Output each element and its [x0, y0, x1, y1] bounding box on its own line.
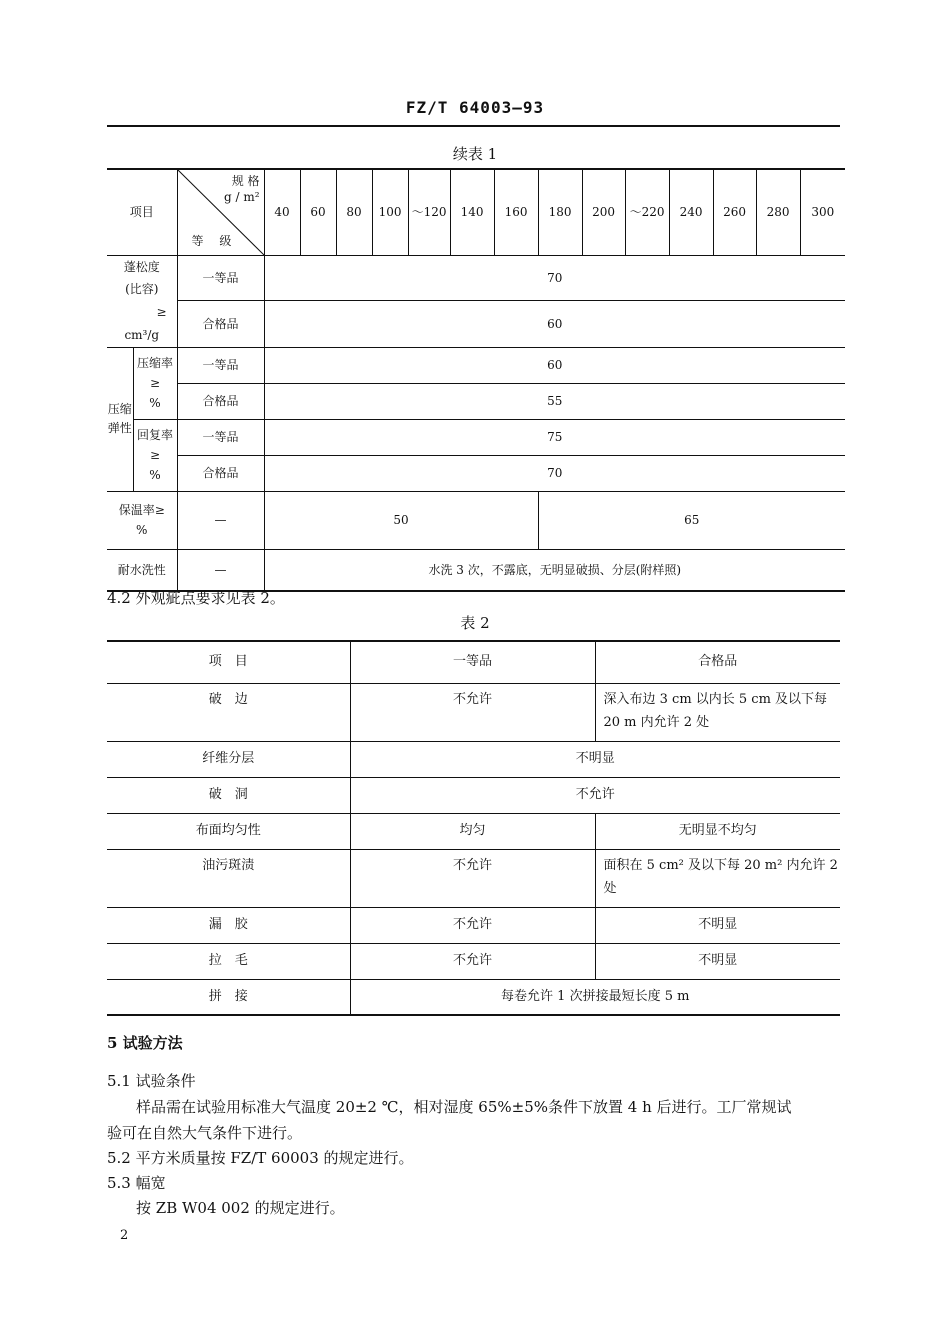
row-item: 破 边 — [107, 683, 350, 741]
item-header: 项目 — [107, 169, 177, 255]
section-5-1-line1: 样品需在试验用标准大气温度 20±2 ℃，相对湿度 65%±5%条件下放置 4 h 后进行。工厂常规试 — [136, 1098, 792, 1116]
page-number: 2 — [120, 1228, 129, 1243]
section-5-title: 5 试验方法 — [107, 1034, 183, 1052]
col-header: 300 — [800, 169, 845, 255]
compress-rate-label: 压缩率 ≥ % — [133, 347, 177, 419]
value-cell: 75 — [264, 419, 845, 455]
table-1 — [107, 168, 845, 592]
header-qualified: 合格品 — [595, 641, 840, 683]
recovery-rate-label: 回复率 ≥ % — [133, 419, 177, 491]
section-5-3-text: 按 ZB W04 002 的规定进行。 — [136, 1199, 345, 1217]
row-first: 不允许 — [350, 943, 595, 979]
fluff-label: 蓬松度 (比容) ≥ cm³/g — [107, 255, 177, 347]
section-5-1-line2: 验可在自然大气条件下进行。 — [107, 1124, 303, 1142]
value-cell: 65 — [538, 491, 845, 549]
value-cell: 60 — [264, 347, 845, 383]
col-header: 240 — [669, 169, 713, 255]
table2-caption: 表 2 — [460, 614, 490, 632]
grade-cell: 合格品 — [177, 383, 264, 419]
col-header: 260 — [713, 169, 756, 255]
header-rule — [107, 125, 840, 127]
row-first: 不允许 — [350, 907, 595, 943]
warmth-label: 保温率≥ % — [107, 491, 177, 549]
row-qualified: 不明显 — [595, 943, 840, 979]
row-merged: 不明显 — [350, 741, 840, 777]
row-item: 布面均匀性 — [107, 813, 350, 849]
grade-cell: 一等品 — [177, 255, 264, 301]
col-header: 200 — [582, 169, 625, 255]
value-cell: 50 — [264, 491, 538, 549]
row-merged: 每卷允许 1 次拼接最短长度 5 m — [350, 979, 840, 1015]
value-cell: 70 — [264, 255, 845, 301]
row-qualified: 面积在 5 cm² 及以下每 20 m² 内允许 2 处 — [595, 849, 840, 907]
col-header: 100 — [372, 169, 408, 255]
col-header: 40 — [264, 169, 300, 255]
compress-group-label: 压缩 弹性 — [107, 347, 133, 491]
row-first: 均匀 — [350, 813, 595, 849]
row-item: 拼 接 — [107, 979, 350, 1015]
value-cell: 55 — [264, 383, 845, 419]
grade-cell: 合格品 — [177, 301, 264, 348]
col-header: 180 — [538, 169, 582, 255]
para-4-2: 4.2 外观疵点要求见表 2。 — [107, 589, 285, 607]
section-5-2: 5.2 平方米质量按 FZ/T 60003 的规定进行。 — [107, 1149, 414, 1167]
col-header: 140 — [450, 169, 494, 255]
row-first: 不允许 — [350, 683, 595, 741]
table1-header-row — [107, 169, 845, 255]
grade-cell: 合格品 — [177, 455, 264, 491]
value-cell: 水洗 3 次，不露底，无明显破损、分层(附样照) — [264, 549, 845, 591]
table-2 — [107, 640, 840, 1016]
value-cell: 70 — [264, 455, 845, 491]
row-qualified: 深入布边 3 cm 以内长 5 cm 及以下每 20 m 内允许 2 处 — [595, 683, 840, 741]
grade-cell: 一等品 — [177, 347, 264, 383]
row-item: 漏 胶 — [107, 907, 350, 943]
spec-label: 规 格 — [231, 174, 260, 188]
row-qualified: 无明显不均匀 — [595, 813, 840, 849]
row-merged: 不允许 — [350, 777, 840, 813]
row-first: 不允许 — [350, 849, 595, 907]
unit-label: g / m² — [223, 189, 260, 204]
diagonal-corner-cell — [177, 169, 264, 255]
col-header: 80 — [336, 169, 372, 255]
col-header: 280 — [756, 169, 800, 255]
grade-cell: — — [177, 549, 264, 591]
wash-label: 耐水洗性 — [107, 549, 177, 591]
col-header: ～220 — [625, 169, 669, 255]
header-first-grade: 一等品 — [350, 641, 595, 683]
col-header: 160 — [494, 169, 538, 255]
col-header: ～120 — [408, 169, 450, 255]
col-header: 60 — [300, 169, 336, 255]
row-item: 油污斑渍 — [107, 849, 350, 907]
section-5-3-title: 5.3 幅宽 — [107, 1174, 166, 1192]
row-qualified: 不明显 — [595, 907, 840, 943]
section-5-1-title: 5.1 试验条件 — [107, 1072, 196, 1090]
grade-label: 等 级 — [191, 234, 238, 249]
table1-caption: 续表 1 — [452, 145, 498, 163]
standard-code-header: FZ/T 64003—93 — [405, 98, 545, 117]
grade-cell: 一等品 — [177, 419, 264, 455]
grade-cell: — — [177, 491, 264, 549]
row-item: 纤维分层 — [107, 741, 350, 777]
value-cell: 60 — [264, 301, 845, 348]
row-item: 拉 毛 — [107, 943, 350, 979]
header-item: 项 目 — [107, 641, 350, 683]
row-item: 破 洞 — [107, 777, 350, 813]
